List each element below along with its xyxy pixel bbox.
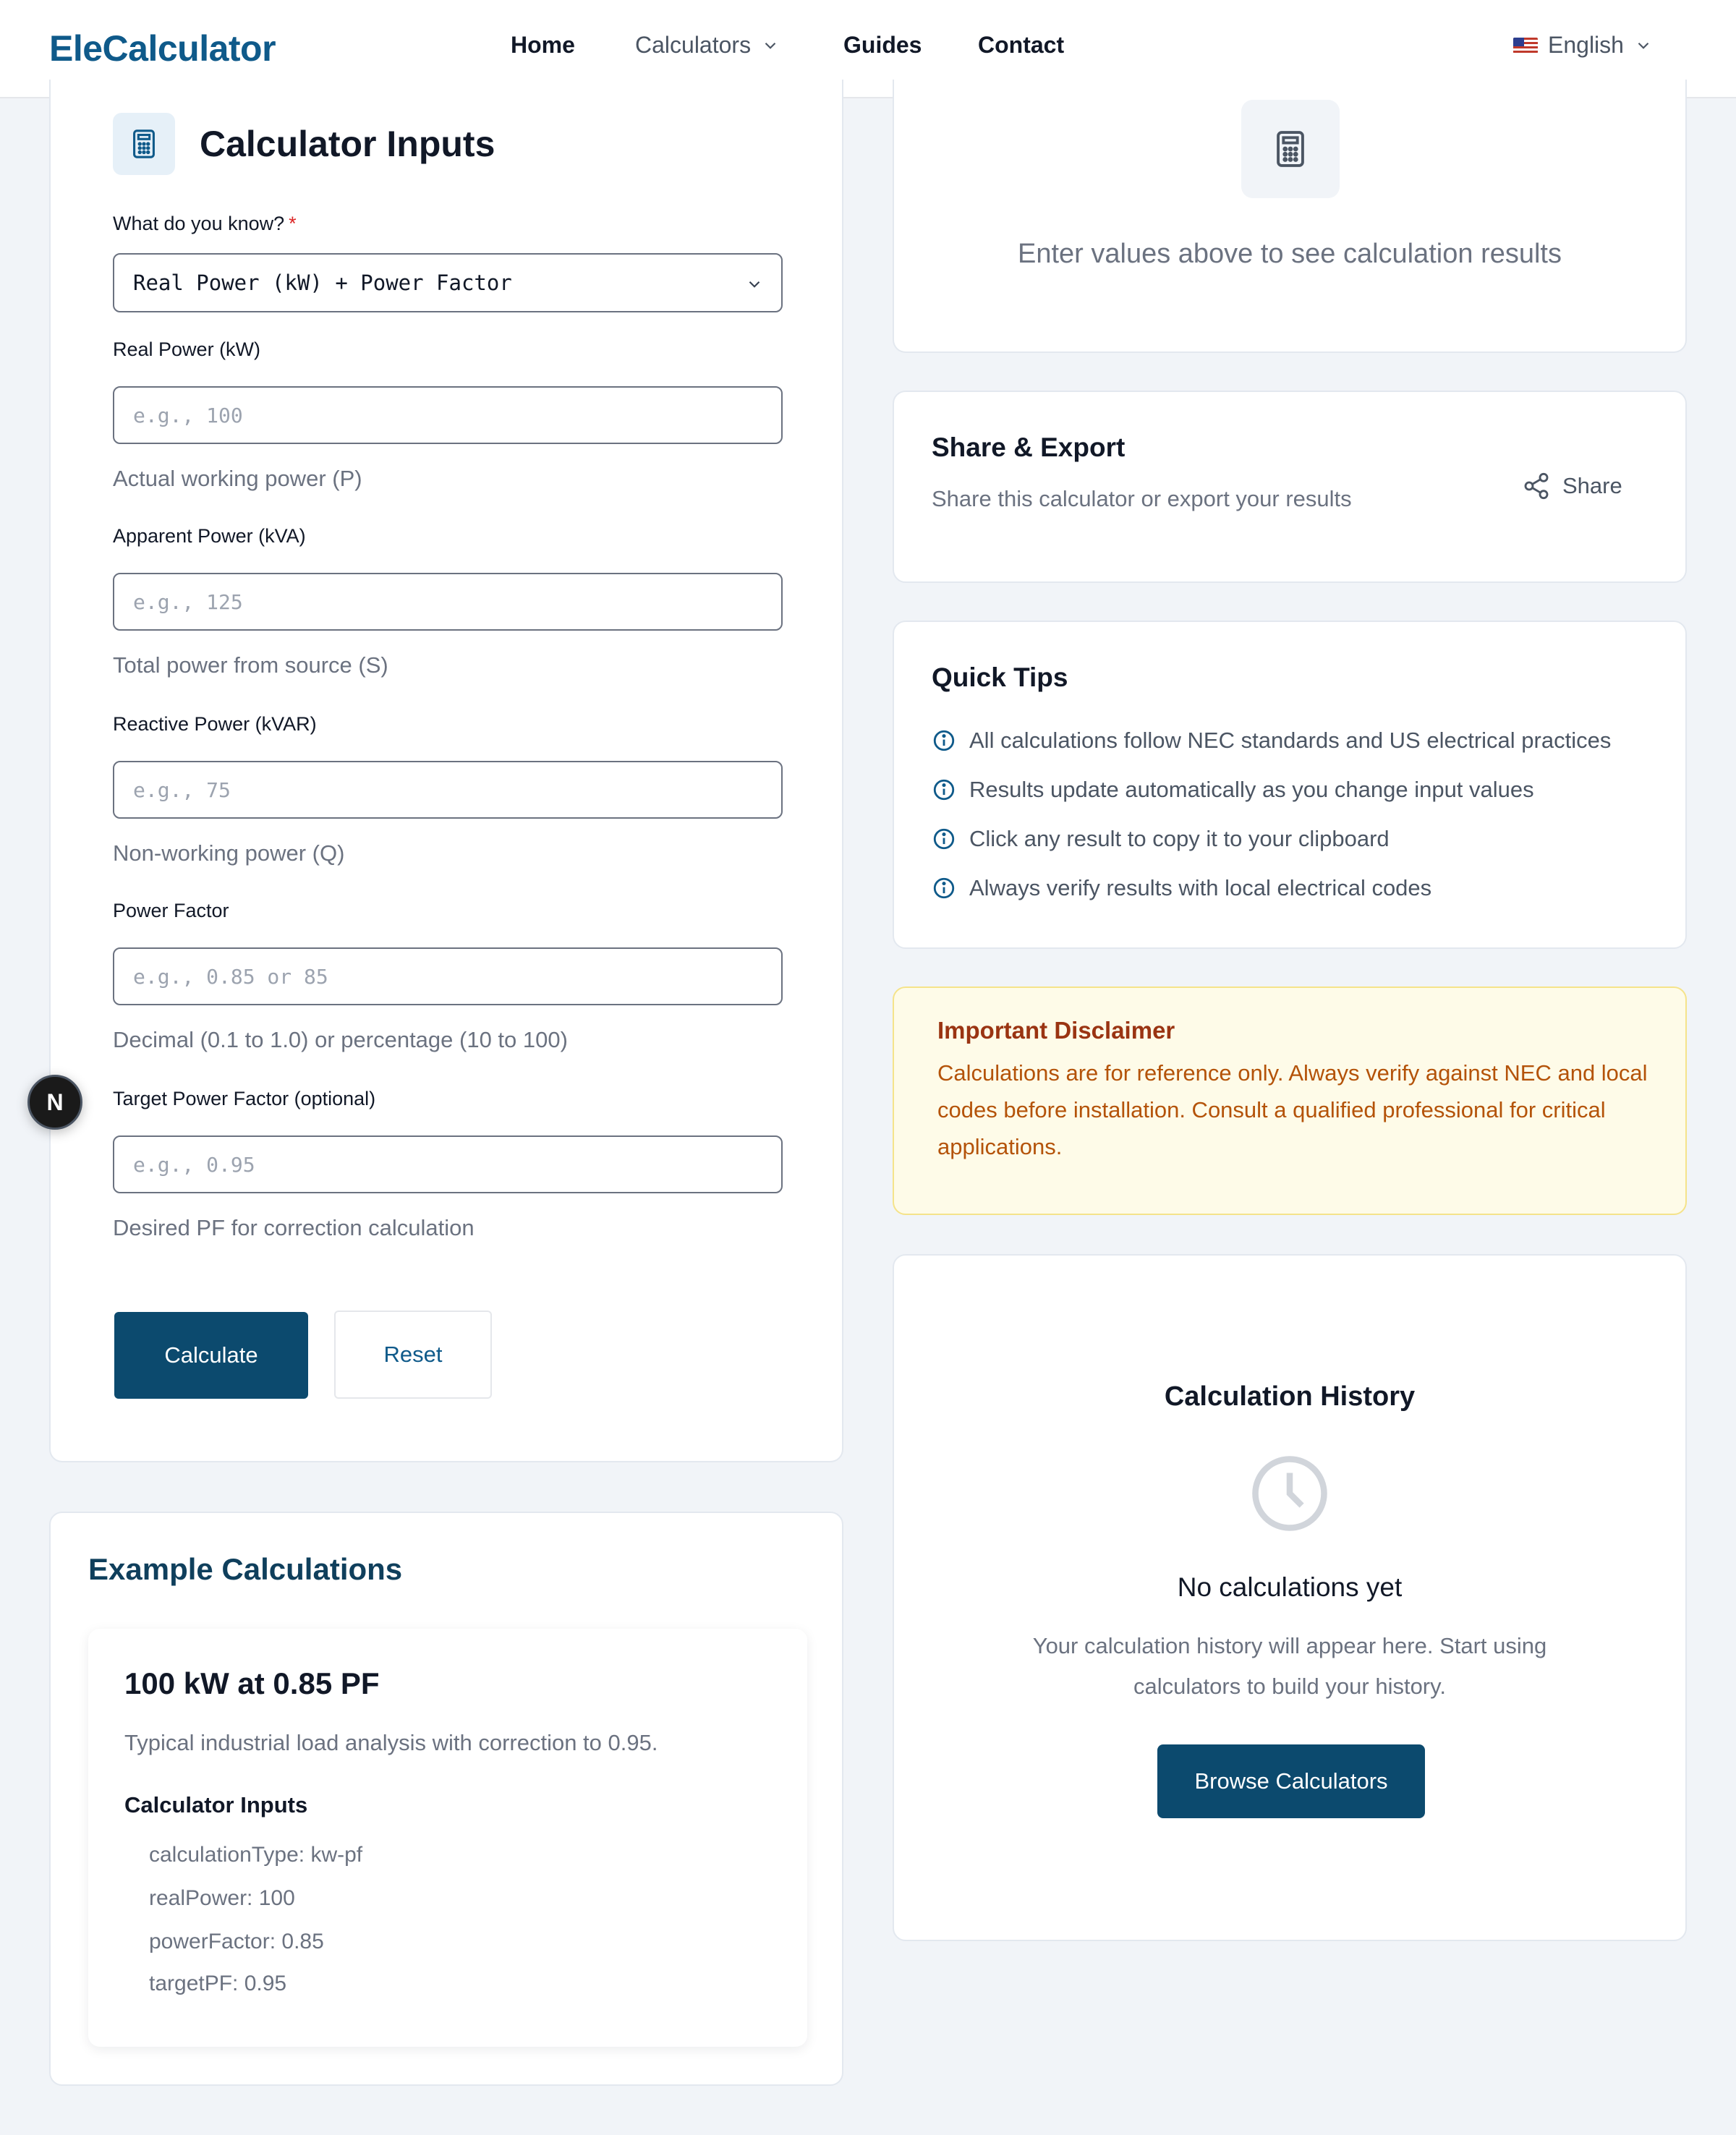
example-param: targetPF: 0.95 (149, 1972, 287, 1995)
calculation-history-card (893, 1254, 1687, 1941)
info-icon (932, 827, 956, 851)
tip-item (932, 875, 1431, 901)
calculator-inputs-header (113, 113, 495, 175)
nav-home-link[interactable]: Home (511, 32, 575, 58)
share-export-card (893, 391, 1687, 583)
dev-badge[interactable]: N (27, 1075, 82, 1130)
target-pf-input[interactable] (113, 1135, 783, 1193)
known-select-value: Real Power (kW) + Power Factor (133, 270, 512, 295)
chevron-down-icon (761, 36, 780, 55)
tip-text: Click any result to copy it to your clipboard (969, 826, 1390, 851)
history-empty-text: Your calculation history will appear here. Start using calculators to build your history. (1032, 1633, 1547, 1699)
results-placeholder-text: Enter values above to see calculation results (1018, 239, 1562, 269)
reactive-power-input[interactable] (113, 761, 783, 819)
info-icon (932, 876, 956, 900)
disclaimer-text: Calculations are for reference only. Always verify against NEC and local codes before installation. Consult a qualified professional for critical applications. (937, 1060, 1648, 1159)
power-factor-input[interactable] (113, 947, 783, 1005)
example-calculations-title: Example Calculations (88, 1552, 403, 1586)
example-param: powerFactor: 0.85 (149, 1930, 324, 1953)
example-param: realPower: 100 (149, 1886, 295, 1910)
nav-calculators-label: Calculators (635, 32, 752, 58)
known-select-label: What do you know? * (113, 213, 297, 234)
example-description: Typical industrial load analysis with correction to 0.95. (124, 1730, 658, 1755)
clock-icon (1248, 1452, 1331, 1535)
share-button-label: Share (1562, 473, 1622, 498)
target-pf-label: Target Power Factor (optional) (113, 1088, 376, 1109)
info-icon (932, 777, 956, 802)
example-inputs-title: Calculator Inputs (124, 1792, 308, 1817)
real-power-input[interactable] (113, 386, 783, 444)
real-power-label: Real Power (kW) (113, 338, 261, 360)
chevron-down-icon (745, 275, 764, 294)
known-select[interactable] (113, 253, 783, 312)
nav-calculators-dropdown[interactable] (635, 32, 780, 59)
calculator-inputs-card (49, 80, 843, 1462)
quick-tips-title: Quick Tips (932, 662, 1068, 692)
tip-text: Results update automatically as you change input values (969, 777, 1534, 802)
power-factor-hint: Decimal (0.1 to 1.0) or percentage (10 to 100) (113, 1027, 568, 1052)
share-button[interactable] (1522, 472, 1622, 500)
chevron-down-icon (1634, 36, 1653, 55)
calculator-icon (113, 113, 175, 175)
us-flag-icon (1513, 38, 1538, 54)
disclaimer-title: Important Disclaimer (937, 1017, 1175, 1044)
info-icon (932, 728, 956, 753)
example-param: calculationType: kw-pf (149, 1843, 363, 1867)
example-calculations-card (49, 1512, 843, 2086)
tip-item (932, 826, 1390, 852)
reset-button[interactable]: Reset (334, 1311, 492, 1399)
history-empty-title: No calculations yet (1177, 1572, 1403, 1602)
disclaimer-card (893, 986, 1687, 1215)
calculator-inputs-title: Calculator Inputs (200, 124, 495, 164)
reactive-power-hint: Non-working power (Q) (113, 840, 345, 866)
language-selector[interactable] (1513, 32, 1653, 59)
calculator-icon (1241, 100, 1340, 198)
required-mark: * (289, 213, 297, 234)
share-export-title: Share & Export (932, 432, 1126, 462)
brand-logo[interactable]: EleCalculator (49, 28, 276, 69)
real-power-hint: Actual working power (P) (113, 466, 362, 491)
calculate-button[interactable]: Calculate (114, 1312, 308, 1399)
nav-contact-link[interactable]: Contact (978, 32, 1065, 58)
example-name: 100 kW at 0.85 PF (124, 1666, 380, 1700)
results-card (893, 80, 1687, 353)
apparent-power-label: Apparent Power (kVA) (113, 525, 306, 547)
language-label: English (1548, 32, 1624, 58)
reactive-power-label: Reactive Power (kVAR) (113, 713, 317, 735)
nav-guides-link[interactable]: Guides (843, 32, 922, 58)
tip-text: All calculations follow NEC standards and US electrical practices (969, 728, 1612, 753)
apparent-power-hint: Total power from source (S) (113, 652, 388, 678)
target-pf-hint: Desired PF for correction calculation (113, 1215, 475, 1240)
power-factor-label: Power Factor (113, 900, 229, 921)
apparent-power-input[interactable] (113, 573, 783, 631)
share-export-description: Share this calculator or export your results (932, 486, 1352, 511)
tip-text: Always verify results with local electrical codes (969, 875, 1432, 900)
tip-item (932, 728, 1611, 754)
history-title: Calculation History (1164, 1381, 1416, 1412)
example-item[interactable] (88, 1629, 807, 2047)
quick-tips-card (893, 621, 1687, 949)
tip-item (932, 777, 1534, 803)
share-icon (1522, 472, 1551, 500)
browse-calculators-button[interactable]: Browse Calculators (1157, 1744, 1425, 1818)
